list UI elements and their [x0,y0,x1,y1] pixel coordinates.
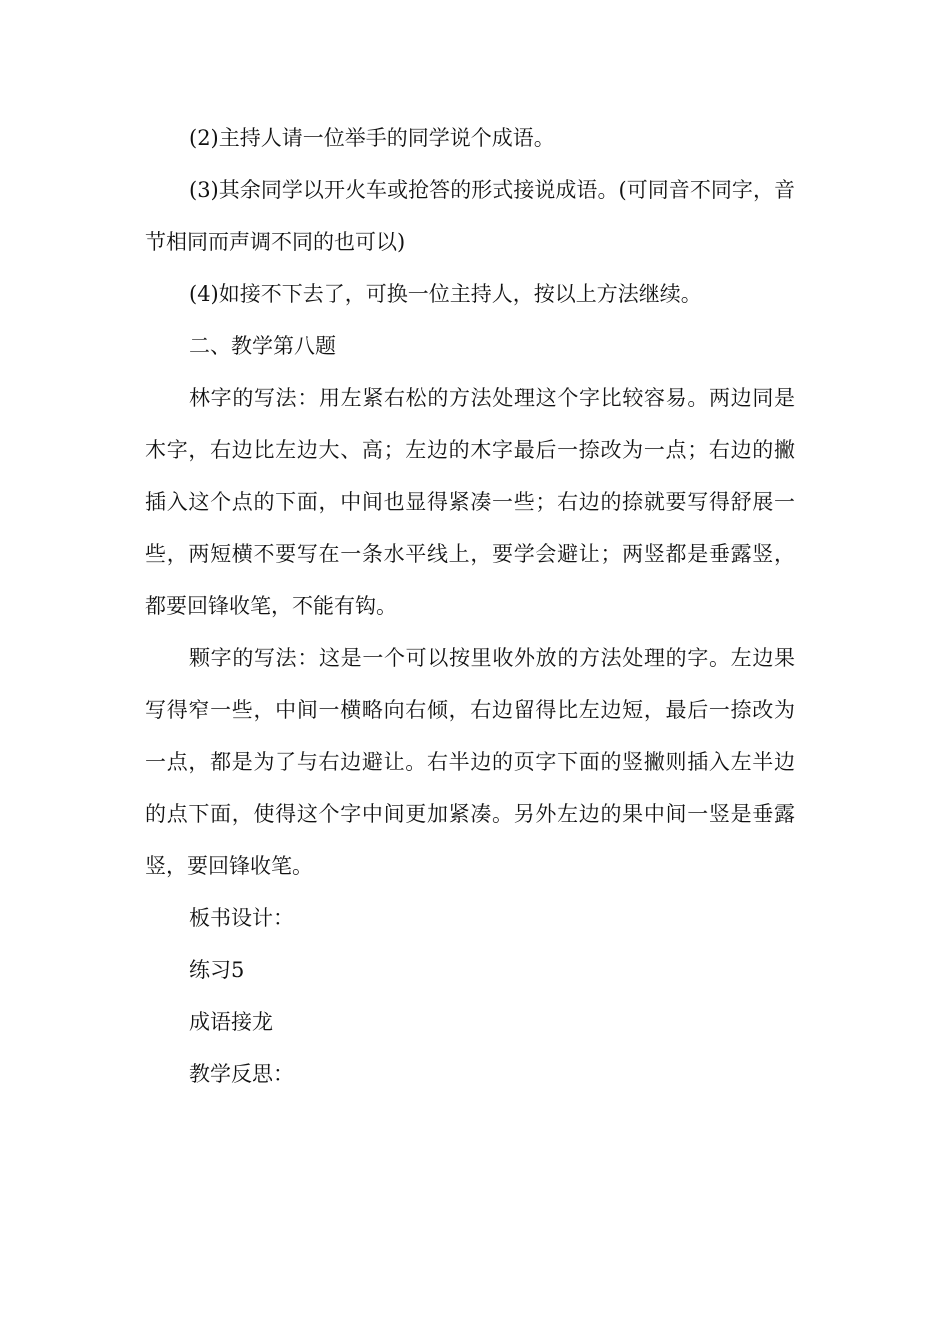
document-body [145,112,795,1100]
blackboard-design-label: 板书设计： [189,906,294,930]
paragraph-step-2: (2)主持人请一位举手的同学说个成语。 [189,126,555,150]
idiom-chain-title: 成语接龙 [189,1010,273,1034]
paragraph-ke-character: 颗字的写法：这是一个可以按里收外放的方法处理的字。左边果写得窄一些，中间一横略向右倾，右边留得比左边短，最后一捺改为一点，都是为了与右边避让。右半边的页字下面的竖撇则插入左半边的点下面，使得这个字中间更加紧凑。另外左边的果中间一竖是垂露竖，要回锋收笔。 [145,646,795,878]
paragraph-step-4: (4)如接不下去了，可换一位主持人，按以上方法继续。 [189,282,702,306]
teaching-reflection-label: 教学反思： [189,1062,294,1086]
exercise-title: 练习5 [189,958,245,982]
paragraph-lin-character: 林字的写法：用左紧右松的方法处理这个字比较容易。两边同是木字，右边比左边大、高；左边的木字最后一捺改为一点；右边的撇插入这个点的下面，中间也显得紧凑一些；右边的捺就要写得舒展一些，两短横不要写在一条水平线上，要学会避让；两竖都是垂露竖，都要回锋收笔，不能有钩。 [145,386,795,618]
paragraph-step-3: (3)其余同学以开火车或抢答的形式接说成语。(可同音不同字，音节相同而声调不同的也可以) [145,178,795,254]
section-heading-item-8: 二、教学第八题 [189,334,336,358]
